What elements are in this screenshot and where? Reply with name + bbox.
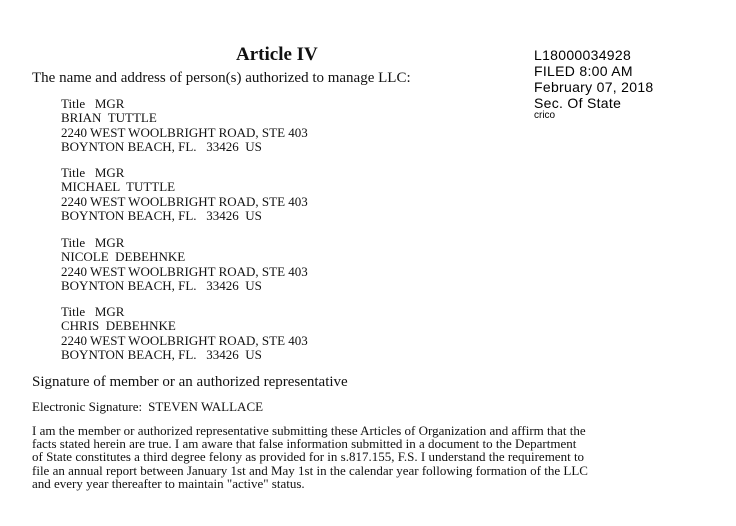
manager-address: 2240 WEST WOOLBRIGHT ROAD, STE 403 bbox=[61, 193, 308, 209]
manager-name: CHRIS DEBEHNKE bbox=[61, 318, 176, 334]
filed-date: February 07, 2018 bbox=[534, 79, 654, 95]
manager-title: Title MGR bbox=[61, 165, 125, 180]
manager-entry bbox=[61, 305, 308, 363]
statement-line: and every year thereafter to maintain "active" status. bbox=[32, 475, 305, 491]
manager-address: 2240 WEST WOOLBRIGHT ROAD, STE 403 bbox=[61, 263, 308, 279]
manager-entry bbox=[61, 236, 308, 294]
manager-address: 2240 WEST WOOLBRIGHT ROAD, STE 403 bbox=[61, 332, 308, 348]
managers-intro: The name and address of person(s) authorized to manage LLC: bbox=[32, 70, 411, 86]
statement-line: of State constitutes a third degree felony as provided for in s.817.155, F.S. I understand the requirement to bbox=[32, 449, 585, 465]
manager-name: BRIAN TUTTLE bbox=[61, 110, 157, 126]
manager-entry bbox=[61, 97, 308, 155]
manager-entry bbox=[61, 166, 308, 224]
statement-line: facts stated herein are true. I am aware that false information submitted in a document to the Department bbox=[32, 436, 577, 452]
statement-line: I am the member or authorized representative submitting these Articles of Organization and affirm that the bbox=[32, 423, 586, 438]
manager-city: BOYNTON BEACH, FL. 33426 US bbox=[61, 278, 262, 294]
filed-time: FILED 8:00 AM bbox=[534, 63, 633, 79]
affirmation-statement bbox=[32, 424, 700, 490]
filing-office: Sec. Of State bbox=[534, 95, 622, 111]
filing-stamp bbox=[534, 48, 654, 121]
manager-city: BOYNTON BEACH, FL. 33426 US bbox=[61, 347, 262, 363]
article-title: Article IV bbox=[236, 44, 318, 65]
manager-title: Title MGR bbox=[61, 235, 125, 250]
manager-title: Title MGR bbox=[61, 304, 125, 319]
manager-name: MICHAEL TUTTLE bbox=[61, 179, 176, 195]
manager-city: BOYNTON BEACH, FL. 33426 US bbox=[61, 208, 262, 224]
signature-value: STEVEN WALLACE bbox=[148, 399, 264, 414]
signature-label: Electronic Signature: bbox=[32, 399, 143, 414]
document-number: L18000034928 bbox=[534, 47, 632, 63]
signature-heading: Signature of member or an authorized representative bbox=[32, 374, 348, 390]
electronic-signature bbox=[32, 399, 263, 415]
manager-address: 2240 WEST WOOLBRIGHT ROAD, STE 403 bbox=[61, 124, 308, 140]
manager-city: BOYNTON BEACH, FL. 33426 US bbox=[61, 139, 262, 155]
manager-name: NICOLE DEBEHNKE bbox=[61, 249, 186, 265]
manager-title: Title MGR bbox=[61, 96, 125, 111]
statement-line: file an annual report between January 1st and May 1st in the calendar year following formation of the LLC bbox=[32, 462, 588, 478]
clerk-initials: crico bbox=[534, 110, 556, 121]
